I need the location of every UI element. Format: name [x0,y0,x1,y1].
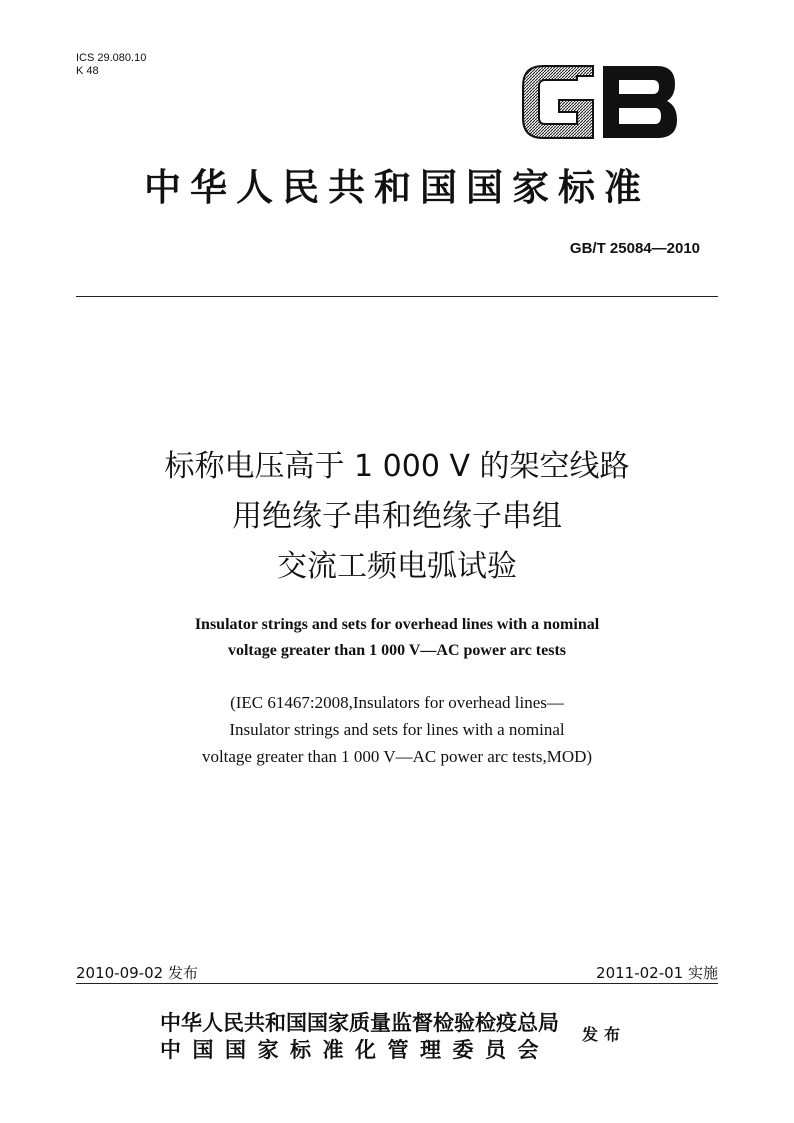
chinese-title-line-1: 标称电压高于 1 000 V 的架空线路 [164,449,630,484]
issuer-line-1: 中华人民共和国国家质量监督检验检疫总局 [160,1010,559,1035]
classification-code: K 48 [76,65,99,77]
issuer-line-2: 中国国家标准化管理委员会 [160,1037,550,1062]
divider-bottom [76,983,718,984]
ics-code: ICS 29.080.10 [76,52,147,64]
svg-text:GB: GB [517,60,519,61]
standard-number: GB/T 25084—2010 [569,240,700,257]
iec-reference [60,689,734,770]
implementation-date: 2011-02-01 实施 [596,964,718,982]
chinese-title-line-2: 用绝缘子串和绝缘子串组 [232,499,562,534]
gb-logo [517,60,681,144]
english-title-line-2: voltage greater than 1 000 V—AC power arc tests [227,642,567,659]
iec-reference-line-3: voltage greater than 1 000 V—AC power arc tests,MOD) [201,747,593,766]
divider-top [76,296,718,297]
chinese-title-line-3: 交流工频电弧试验 [277,549,517,584]
issuing-authorities [160,1009,559,1063]
english-title-line-1: Insulator strings and sets for overhead lines with a nominal [194,616,600,633]
national-standard-title: 中华人民共和国国家标准 [144,165,650,209]
english-title [60,612,734,664]
iec-reference-line-2: Insulator strings and sets for lines with a nominal [229,720,565,739]
issue-date: 2010-09-02 发布 [76,964,198,982]
chinese-title [60,442,734,592]
iec-reference-line-1: (IEC 61467:2008,Insulators for overhead lines— [230,693,564,712]
publish-label: 发布 [582,1025,627,1044]
